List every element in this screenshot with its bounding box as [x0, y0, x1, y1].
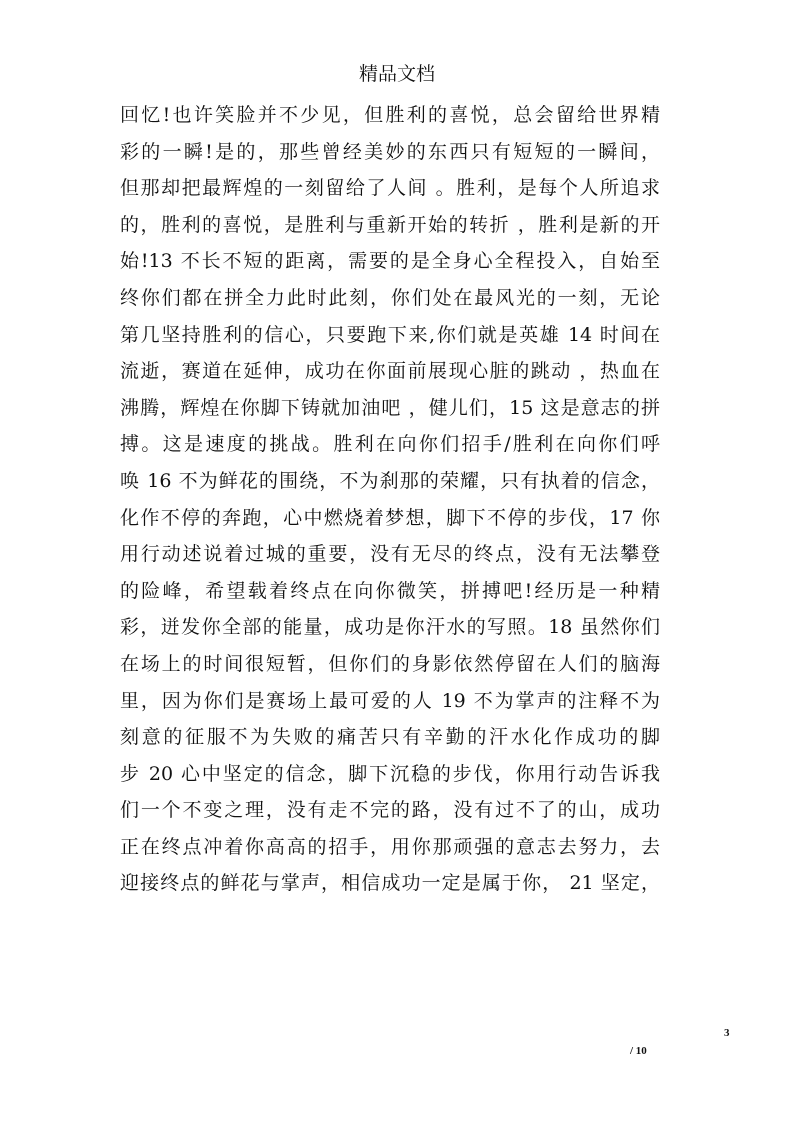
text-line: 们一个不变之理，没有走不完的路，没有过不了的山，成功	[120, 799, 660, 822]
page-header: 精品文档	[358, 63, 435, 85]
text-line: 流逝，赛道在延伸，成功在你面前展现心脏的跳动 ，热血在	[120, 360, 660, 383]
text-line: 里，因为你们是赛场上最可爱的人 19 不为掌声的注释不为	[120, 689, 660, 712]
text-line: 的险峰，希望载着终点在向你微笑，拼搏吧!经历是一种精	[120, 579, 660, 602]
text-line: 在场上的时间很短暂，但你们的身影依然停留在人们的脑海	[120, 652, 660, 675]
text-line: 回忆!也许笑脸并不少见，但胜利的喜悦，总会留给世界精	[120, 104, 660, 126]
text-line: 彩，迸发你全部的能量，成功是你汗水的写照。18 虽然你们	[120, 616, 660, 639]
page-total: / 10	[630, 1045, 647, 1057]
text-line: 搏。这是速度的挑战。胜利在向你们招手/胜利在向你们呼	[120, 433, 660, 456]
text-line: 但那却把最辉煌的一刻留给了人间 。胜利，是每个人所追求	[120, 177, 660, 200]
text-line: 始!13 不长不短的距离，需要的是全身心全程投入，自始至	[120, 250, 660, 273]
page-number: 3	[724, 1027, 730, 1039]
text-line: 迎接终点的鲜花与掌声，相信成功一定是属于你， 21 坚定，	[120, 872, 660, 895]
body-text	[120, 97, 660, 902]
text-line: 唤 16 不为鲜花的围绕，不为刹那的荣耀，只有执着的信念，	[120, 469, 660, 492]
text-line: 彩的一瞬!是的，那些曾经美妙的东西只有短短的一瞬间，	[120, 140, 660, 163]
text-line: 沸腾，辉煌在你脚下铸就加油吧 ，健儿们，15 这是意志的拼	[120, 396, 660, 419]
text-line: 第几坚持胜利的信心，只要跑下来,你们就是英雄 14 时间在	[120, 323, 660, 346]
text-line: 的，胜利的喜悦，是胜利与重新开始的转折 ，胜利是新的开	[120, 213, 660, 236]
text-line: 刻意的征服不为失败的痛苦只有辛勤的汗水化作成功的脚	[120, 726, 660, 749]
text-line: 步 20 心中坚定的信念，脚下沉稳的步伐，你用行动告诉我	[120, 762, 660, 785]
text-line: 化作不停的奔跑，心中燃烧着梦想，脚下不停的步伐，17 你	[120, 506, 660, 529]
text-line: 终你们都在拼全力此时此刻，你们处在最风光的一刻，无论	[120, 286, 660, 309]
text-line: 用行动述说着过城的重要，没有无尽的终点，没有无法攀登	[120, 543, 660, 566]
text-line: 正在终点冲着你高高的招手，用你那顽强的意志去努力，去	[120, 835, 660, 858]
